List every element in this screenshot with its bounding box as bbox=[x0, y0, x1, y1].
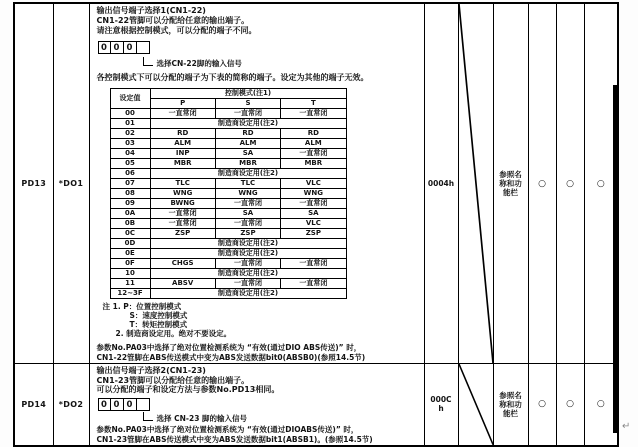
mode-table-row bbox=[110, 189, 346, 199]
pd13-line3: 请注意根据控制模式，可以分配的端子不同。 bbox=[96, 26, 257, 35]
initial-value-text: 000Ch bbox=[430, 395, 452, 414]
paragraph-return-mark: ↵ bbox=[622, 421, 631, 432]
mode-table-row bbox=[110, 199, 346, 209]
mode-assignment-cell: INP bbox=[150, 149, 215, 159]
digit-cell bbox=[137, 398, 150, 411]
mode-assignment-cell: ALM bbox=[281, 139, 346, 149]
note-line-4: 2. 制造商设定用。绝对不要设定。 bbox=[115, 329, 232, 338]
set-value-cell: 0A bbox=[110, 209, 150, 219]
mode-assignment-cell: 一直常闭 bbox=[215, 219, 280, 229]
mode-assignment-cell: VLC bbox=[281, 179, 346, 189]
set-value-cell: 09 bbox=[110, 199, 150, 209]
mode-assignment-cell: 一直常闭 bbox=[150, 209, 215, 219]
diagonal-cell-pd14 bbox=[458, 364, 493, 446]
parameter-table bbox=[13, 2, 619, 447]
set-value-cell: 03 bbox=[110, 139, 150, 149]
pd13-abs-note bbox=[97, 343, 421, 363]
note-line-2: S：速度控制模式 bbox=[129, 311, 188, 320]
mode-table-row bbox=[110, 179, 346, 189]
table-row-pd13 bbox=[14, 3, 618, 364]
mode-table-row bbox=[110, 209, 346, 219]
mode-assignment-cell: MBR bbox=[150, 159, 215, 169]
mode-assignment-cell: SA bbox=[215, 209, 280, 219]
mode-table-row bbox=[110, 159, 346, 169]
ref-note-pd14: 参照名称和功能栏 bbox=[493, 364, 528, 446]
header-mode-p: P bbox=[150, 99, 215, 109]
mode-assignment-cell: ZSP bbox=[281, 229, 346, 239]
digit-callout-pd13 bbox=[143, 54, 421, 66]
digit-callout-label-pd14: 选择 CN-23 脚的输入信号 bbox=[156, 414, 248, 423]
maker-setting-cell: 制造商设定用(注2) bbox=[150, 239, 346, 249]
header-mode-s: S bbox=[215, 99, 280, 109]
set-value-cell: 0B bbox=[110, 219, 150, 229]
set-value-cell: 12~3F bbox=[110, 289, 150, 299]
digit-cell: 0 bbox=[111, 398, 124, 411]
mode-assignment-cell: 一直常闭 bbox=[281, 149, 346, 159]
maker-setting-cell: 制造商设定用(注2) bbox=[150, 249, 346, 259]
mode-table-row bbox=[110, 119, 346, 129]
mode-assignment-cell: MBR bbox=[281, 159, 346, 169]
mode-assignment-cell: ALM bbox=[150, 139, 215, 149]
mode-table-row bbox=[110, 269, 346, 279]
control-mode-table bbox=[110, 88, 347, 299]
mode-assignment-cell: 一直常闭 bbox=[215, 259, 280, 269]
mode-assignment-cell: 一直常闭 bbox=[150, 219, 215, 229]
setting-digit-box-pd14 bbox=[98, 398, 421, 411]
set-value-cell: 0C bbox=[110, 229, 150, 239]
applicable-mark-pd14-2: ○ bbox=[556, 364, 584, 446]
mode-assignment-cell: RD bbox=[150, 129, 215, 139]
pd14-line3: 可以分配的端子和设定方法与参数No.PD13相同。 bbox=[96, 385, 280, 394]
mode-assignment-cell: BWNG bbox=[150, 199, 215, 209]
mode-assignment-cell: RD bbox=[215, 129, 280, 139]
mode-assignment-cell: TLC bbox=[215, 179, 280, 189]
mode-assignment-cell: VLC bbox=[281, 219, 346, 229]
mode-assignment-cell: MBR bbox=[215, 159, 280, 169]
diagonal-line bbox=[459, 364, 493, 445]
mode-assignment-cell: 一直常闭 bbox=[281, 199, 346, 209]
param-code-do1: *DO1 bbox=[53, 3, 89, 364]
set-value-cell: 0D bbox=[110, 239, 150, 249]
mode-assignment-cell: WNG bbox=[281, 189, 346, 199]
mode-table-row bbox=[110, 169, 346, 179]
pd13-assign-note: 各控制模式下可以分配的端子为下表的简称的端子。设定为其他的端子无效。 bbox=[96, 73, 369, 82]
mode-assignment-cell: CHGS bbox=[150, 259, 215, 269]
mode-assignment-cell: 一直常闭 bbox=[215, 199, 280, 209]
param-number-pd14: PD14 bbox=[14, 364, 53, 446]
set-value-cell: 10 bbox=[110, 269, 150, 279]
mode-table-header-row1 bbox=[110, 89, 346, 99]
description-cell-pd14 bbox=[89, 364, 424, 446]
set-value-cell: 07 bbox=[110, 179, 150, 189]
digit-cell: 0 bbox=[98, 41, 111, 54]
mode-table-row bbox=[110, 109, 346, 119]
maker-setting-cell: 制造商设定用(注2) bbox=[150, 169, 346, 179]
mode-assignment-cell: ZSP bbox=[150, 229, 215, 239]
applicable-mark-pd14-3: ○ bbox=[584, 364, 618, 446]
callout-elbow-line bbox=[143, 412, 153, 421]
mode-assignment-cell: ABSV bbox=[150, 279, 215, 289]
set-value-cell: 06 bbox=[110, 169, 150, 179]
header-control-mode: 控制模式(注1) bbox=[150, 89, 346, 99]
set-value-cell: 05 bbox=[110, 159, 150, 169]
param-code-do2: *DO2 bbox=[53, 364, 89, 446]
pd13-line2: CN1-22管脚可以分配给任意的输出端子。 bbox=[96, 16, 250, 25]
maker-setting-cell: 制造商设定用(注2) bbox=[150, 119, 346, 129]
digit-cell bbox=[137, 41, 150, 54]
pd14-title: 输出信号端子选择2(CN1-23) bbox=[96, 366, 206, 375]
setting-digit-box-pd13 bbox=[98, 41, 421, 54]
mode-assignment-cell: ALM bbox=[215, 139, 280, 149]
digit-callout-pd14 bbox=[143, 411, 421, 421]
mode-assignment-cell: 一直常闭 bbox=[281, 109, 346, 119]
mode-table-row bbox=[110, 239, 346, 249]
mode-table-body bbox=[110, 89, 346, 299]
mode-assignment-cell: TLC bbox=[150, 179, 215, 189]
digit-cell: 0 bbox=[124, 41, 137, 54]
applicable-mark-pd13-2: ○ bbox=[556, 3, 584, 364]
set-value-cell: 01 bbox=[110, 119, 150, 129]
mode-table-row bbox=[110, 249, 346, 259]
mode-assignment-cell: 一直常闭 bbox=[215, 109, 280, 119]
mode-table-row bbox=[110, 259, 346, 269]
maker-setting-cell: 制造商设定用(注2) bbox=[150, 289, 346, 299]
mode-table-row bbox=[110, 139, 346, 149]
right-border-thick-segment bbox=[613, 85, 617, 433]
diagonal-line bbox=[459, 4, 493, 363]
mode-table-row bbox=[110, 129, 346, 139]
mode-table-row bbox=[110, 279, 346, 289]
set-value-cell: 0F bbox=[110, 259, 150, 269]
pd14-abs-note bbox=[97, 425, 421, 445]
mode-table-row bbox=[110, 219, 346, 229]
pd14-abs-line1: 参数No.PA03中选择了绝对位置检测系统为 “有效(通过DIOABS传送)” 时， bbox=[96, 424, 359, 434]
mode-assignment-cell: RD bbox=[281, 129, 346, 139]
description-cell-pd13 bbox=[89, 3, 424, 364]
table-row-pd14 bbox=[14, 364, 618, 446]
param-number-pd13: PD13 bbox=[14, 3, 53, 364]
mode-assignment-cell: WNG bbox=[215, 189, 280, 199]
digit-callout-label-pd13: 选择CN-22脚的输入信号 bbox=[156, 59, 242, 68]
pd13-title: 输出信号端子选择1(CN1-22) bbox=[96, 6, 206, 15]
note-line-3: T：转矩控制模式 bbox=[129, 320, 188, 329]
header-set-value: 设定值 bbox=[110, 89, 150, 109]
digit-cell: 0 bbox=[98, 398, 111, 411]
digit-cell: 0 bbox=[111, 41, 124, 54]
note-line-1: 注 1. P：位置控制模式 bbox=[102, 302, 182, 311]
set-value-cell: 00 bbox=[110, 109, 150, 119]
header-mode-t: T bbox=[281, 99, 346, 109]
initial-value-pd14 bbox=[424, 364, 458, 446]
ref-note-pd13: 参照名称和功能栏 bbox=[493, 3, 528, 364]
mode-assignment-cell: 一直常闭 bbox=[215, 279, 280, 289]
mode-assignment-cell: SA bbox=[215, 149, 280, 159]
set-value-cell: 02 bbox=[110, 129, 150, 139]
digit-cell: 0 bbox=[124, 398, 137, 411]
set-value-cell: 0E bbox=[110, 249, 150, 259]
mode-assignment-cell: ZSP bbox=[215, 229, 280, 239]
mode-table-row bbox=[110, 149, 346, 159]
callout-elbow-line bbox=[143, 57, 153, 66]
applicable-mark-pd13-1: ○ bbox=[528, 3, 556, 364]
initial-value-pd13: 0004h bbox=[424, 3, 458, 364]
mode-table-row bbox=[110, 229, 346, 239]
pd14-abs-line2: CN1-23管脚在ABS传送模式中变为ABS发送数据bit1(ABSB1)。(参照14.5节) bbox=[96, 434, 373, 444]
mode-assignment-cell: WNG bbox=[150, 189, 215, 199]
maker-setting-cell: 制造商设定用(注2) bbox=[150, 269, 346, 279]
mode-assignment-cell: SA bbox=[281, 209, 346, 219]
set-value-cell: 04 bbox=[110, 149, 150, 159]
mode-table-row bbox=[110, 289, 346, 299]
pd13-abs-line1: 参数No.PA03中选择了绝对位置检测系统为 “有效(通过DIO ABS传送)” 时， bbox=[96, 343, 362, 352]
applicable-mark-pd13-3: ○ bbox=[584, 3, 618, 364]
applicable-mark-pd14-1: ○ bbox=[528, 364, 556, 446]
set-value-cell: 11 bbox=[110, 279, 150, 289]
mode-assignment-cell: 一直常闭 bbox=[281, 259, 346, 269]
set-value-cell: 08 bbox=[110, 189, 150, 199]
mode-assignment-cell: 一直常闭 bbox=[150, 109, 215, 119]
pd14-line2: CN1-23管脚可以分配给任意的输出端子。 bbox=[96, 375, 250, 385]
mode-assignment-cell: 一直常闭 bbox=[281, 279, 346, 289]
pd13-abs-line2: CN1-22管脚在ABS传送模式中变为ABS发送数据bit0(ABSB0)(参照14.5节) bbox=[96, 353, 366, 362]
diagonal-cell-pd13 bbox=[458, 3, 493, 364]
pd13-notes bbox=[103, 302, 421, 338]
